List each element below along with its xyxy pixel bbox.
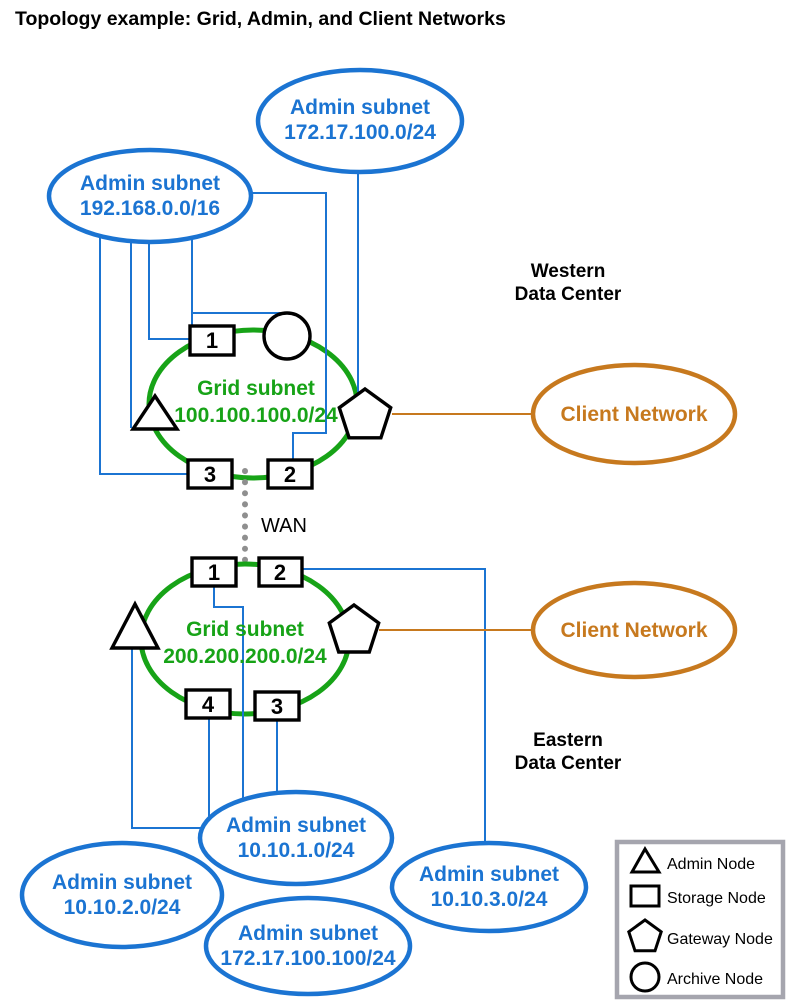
archive-node-w <box>264 313 310 359</box>
grid-subnet-western-cidr: 100.100.100.0/24 <box>174 404 338 427</box>
admin-subnet-10-10-1-cidr: 10.10.1.0/24 <box>237 839 355 862</box>
storage-node-e2-number: 2 <box>273 560 287 585</box>
admin-subnet-10-10-1-ellipse <box>200 792 392 884</box>
legend <box>617 842 783 997</box>
western-data-center <box>49 70 735 488</box>
grid-subnet-western-label: Grid subnet <box>197 377 315 400</box>
admin-subnet-10-10-3-label: Admin subnet <box>419 863 559 886</box>
client-network-western-label: Client Network <box>560 403 708 426</box>
storage-node-w1-number: 1 <box>205 328 219 353</box>
gateway-node-w-pentagon <box>339 389 390 438</box>
storage-node-w3-number: 3 <box>203 462 217 487</box>
eastern-region-label-line1: Eastern <box>533 730 603 751</box>
admin-subnet-192-168-0-0-cidr: 192.168.0.0/16 <box>79 197 221 220</box>
wan-label: WAN <box>261 515 307 537</box>
client-network-eastern-label: Client Network <box>560 619 708 642</box>
legend-gateway-node-label: Gateway Node <box>667 931 773 948</box>
admin-subnet-10-10-1-label: Admin subnet <box>226 814 366 837</box>
admin-subnet-172-17-100-100-ellipse <box>206 898 410 994</box>
admin-subnet-172-17-100-100-cidr: 172.17.100.100/24 <box>220 947 396 970</box>
admin-subnet-192-168-0-0-label: Admin subnet <box>80 172 220 195</box>
admin-subnet-172-17-100-100-label: Admin subnet <box>238 922 378 945</box>
storage-node-e4-number: 4 <box>201 692 215 717</box>
admin-subnet-172-17-100-0-label: Admin subnet <box>290 96 430 119</box>
admin-subnet-172-17-100-0-cidr: 172.17.100.0/24 <box>284 121 436 144</box>
storage-node-e3-number: 3 <box>270 694 284 719</box>
gateway-node-e-pentagon <box>329 605 378 652</box>
square-icon <box>631 886 659 906</box>
grid-subnet-eastern-cidr: 200.200.200.0/24 <box>163 645 327 668</box>
storage-node-e1-number: 1 <box>207 560 221 585</box>
admin-subnet-10-10-2-label: Admin subnet <box>52 871 192 894</box>
admin-subnet-10-10-3-ellipse <box>392 843 586 931</box>
grid-subnet-eastern-label: Grid subnet <box>186 618 304 641</box>
admin-subnet-10-10-2-ellipse <box>22 843 222 947</box>
admin-subnet-10-10-3-cidr: 10.10.3.0/24 <box>430 888 548 911</box>
circle-icon <box>631 963 659 991</box>
western-region-label-line2: Data Center <box>514 284 622 305</box>
link-192-168-to-storage-1-left <box>149 242 189 339</box>
storage-node-w2-number: 2 <box>283 462 297 487</box>
page-title: Topology example: Grid, Admin, and Client Networks <box>15 8 506 30</box>
western-region-label-line1: Western <box>530 261 606 282</box>
legend-storage-node-label: Storage Node <box>667 890 766 907</box>
admin-node-w-triangle <box>133 396 177 429</box>
eastern-region-label-line2: Data Center <box>514 753 622 774</box>
admin-subnet-192-168-0-0-ellipse <box>49 150 251 242</box>
admin-subnet-10-10-2-cidr: 10.10.2.0/24 <box>63 896 181 919</box>
legend-archive-node-label: Archive Node <box>667 971 764 988</box>
link-admin-triangle-to-10-10-1 <box>132 648 202 828</box>
legend-admin-node-label: Admin Node <box>667 856 756 873</box>
